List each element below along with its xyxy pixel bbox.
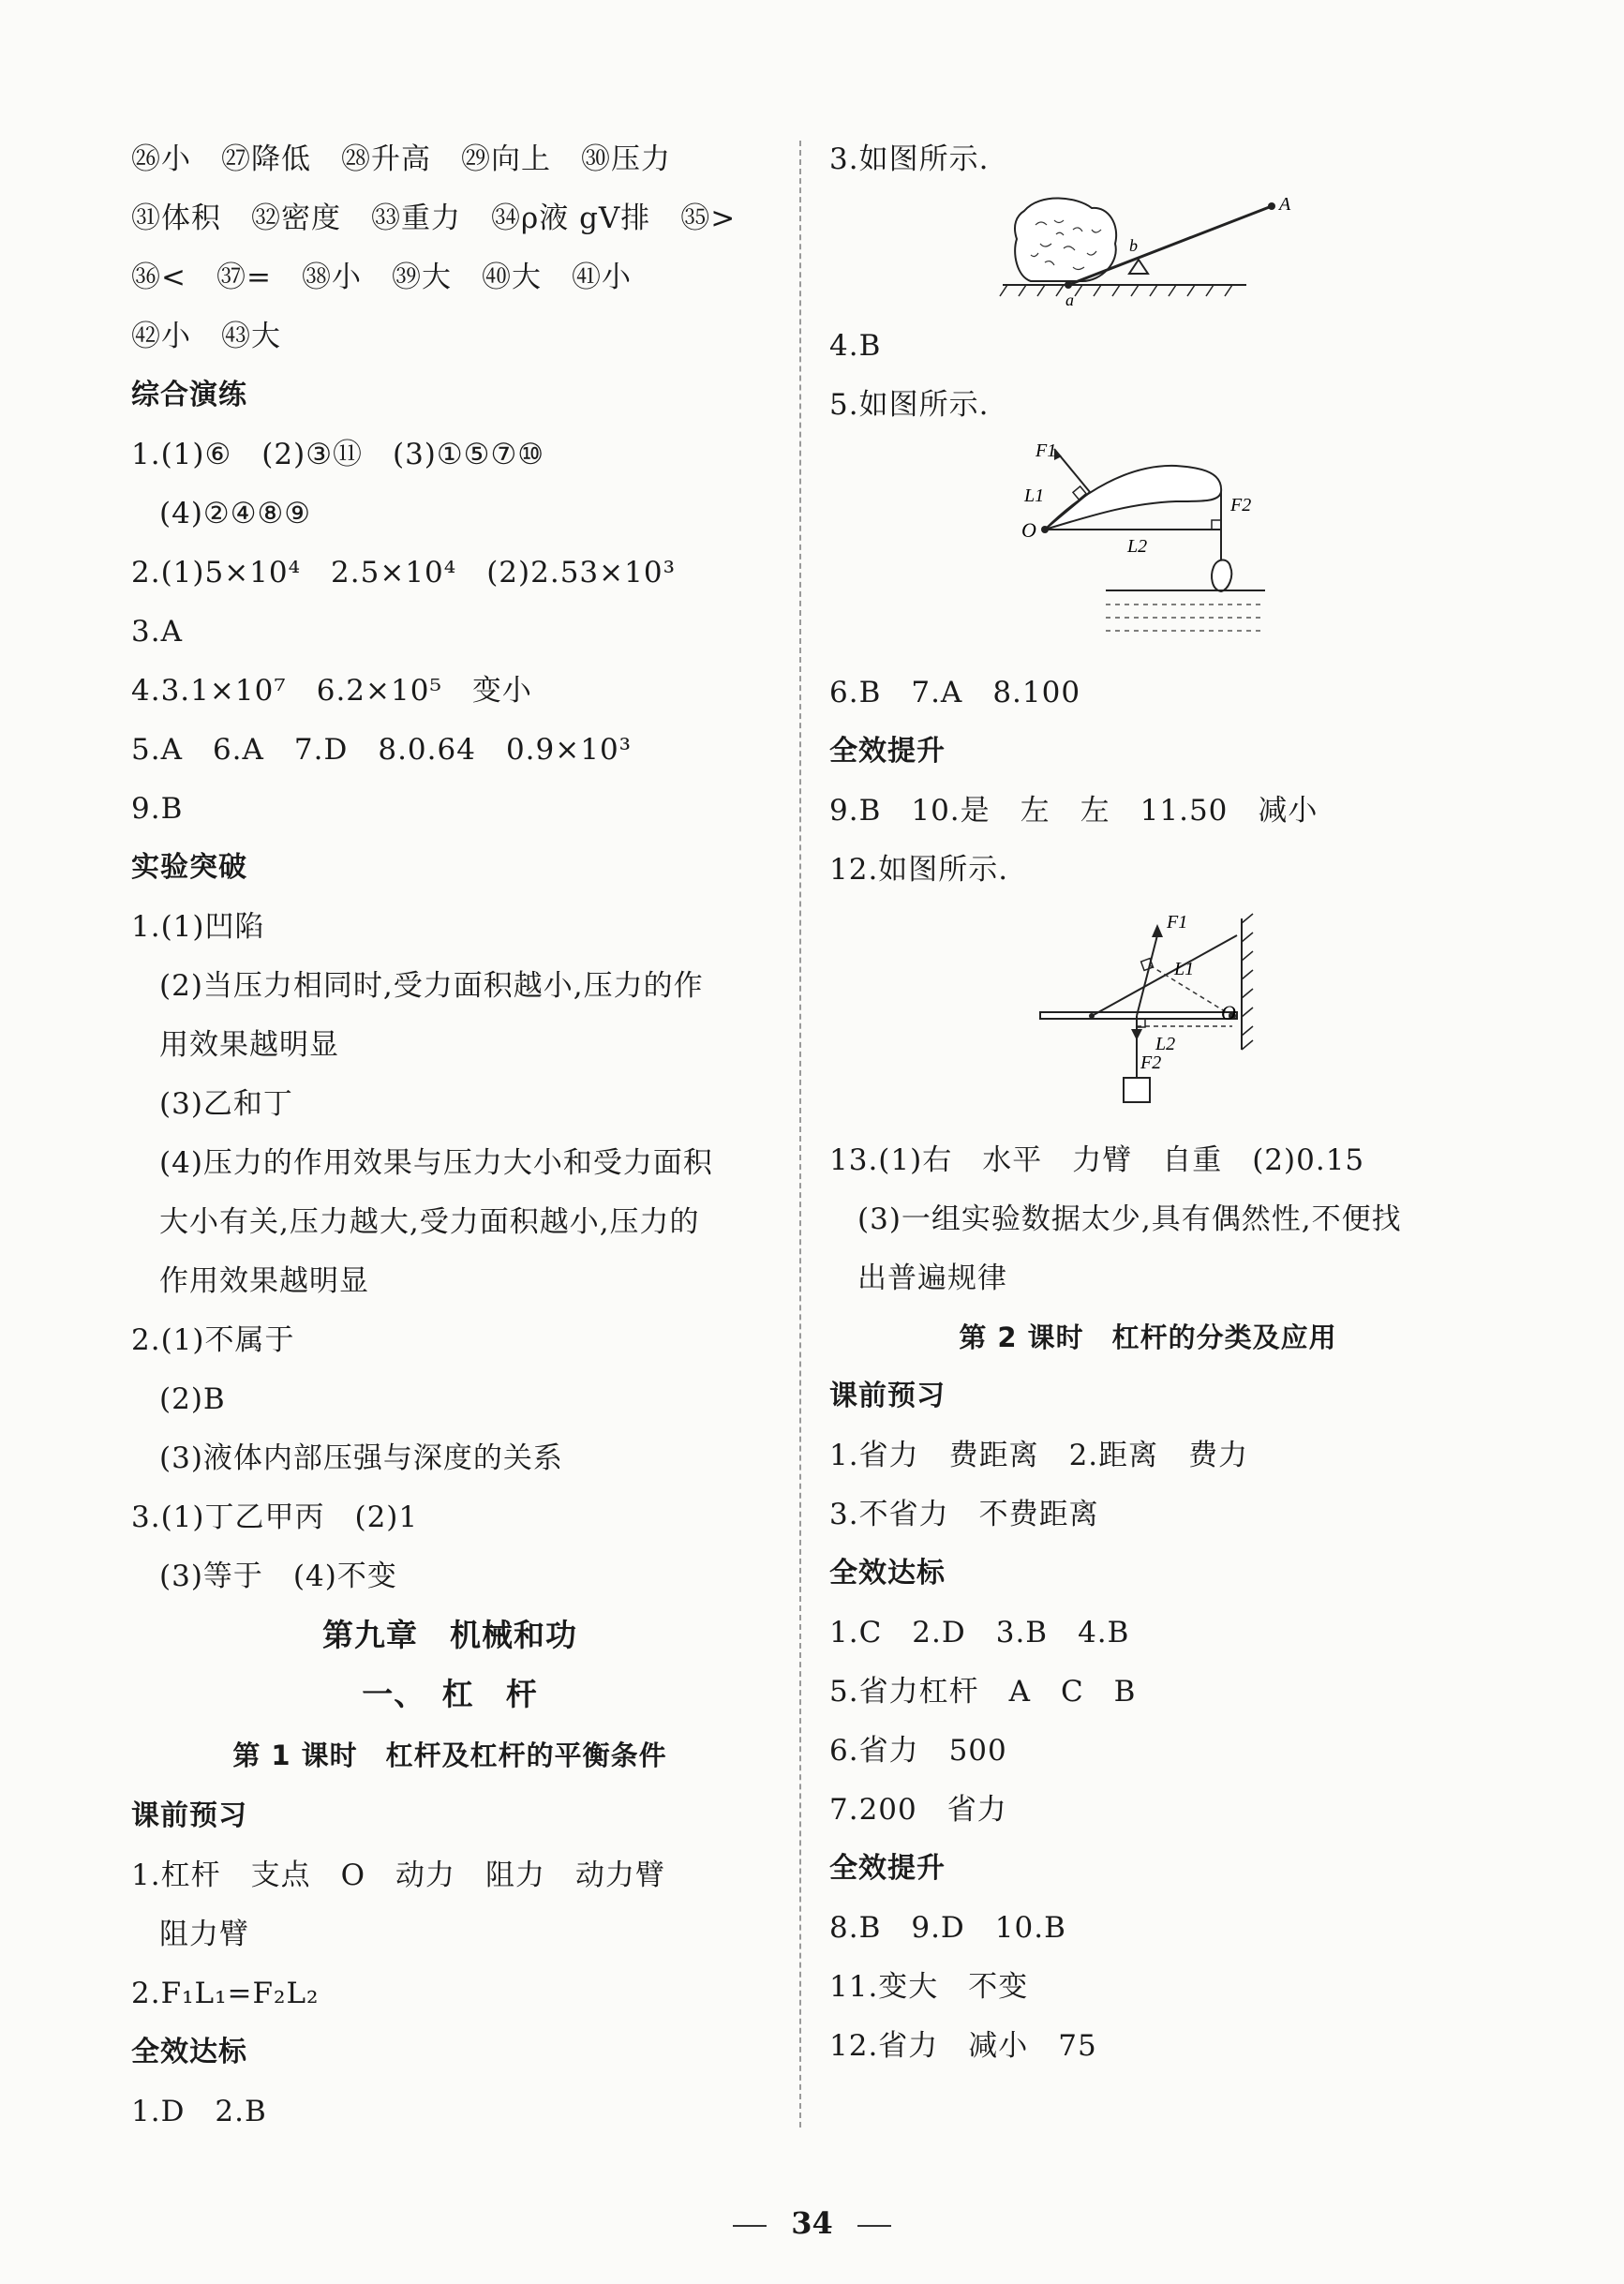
answer-line: (4)②④⑧⑨ xyxy=(159,497,312,530)
figure-label: a xyxy=(1065,291,1074,309)
answer-line: 4.B xyxy=(829,329,882,363)
section-heading: 课前预习 xyxy=(131,1799,247,1832)
answer-line: (2)B xyxy=(159,1382,226,1416)
section-heading: 全效达标 xyxy=(131,2036,247,2068)
figure-label: L2 xyxy=(1155,1034,1176,1054)
answer-line: ㊷小 ㊸大 xyxy=(131,320,281,353)
answer-line: 12.省力 减小 75 xyxy=(829,2029,1097,2063)
lesson-title: 第 1 课时 杠杆及杠杆的平衡条件 xyxy=(232,1739,667,1771)
answer-line: 1.(1)凹陷 xyxy=(131,910,265,944)
answer-line: 7.200 省力 xyxy=(829,1793,1007,1827)
answer-line: (2)当压力相同时,受力面积越小,压力的作 xyxy=(159,969,704,1003)
answer-line: (3)液体内部压强与深度的关系 xyxy=(159,1441,563,1475)
page-number-text: 34 xyxy=(791,2205,833,2241)
answer-line: (3)一组实验数据太少,具有偶然性,不便找 xyxy=(857,1202,1402,1236)
answer-line: 8.B 9.D 10.B xyxy=(829,1911,1066,1945)
figure-label: L2 xyxy=(1127,536,1148,557)
section-title: 一、 杠 杆 xyxy=(362,1676,538,1712)
answer-line: ㊱< ㊲= ㊳小 ㊴大 ㊵大 ㊶小 xyxy=(131,261,632,294)
lever-fishing-figure xyxy=(1017,436,1270,651)
answer-line: 出普遍规律 xyxy=(857,1261,1007,1295)
answer-line: 5.如图所示. xyxy=(829,388,990,422)
answer-line: 用效果越明显 xyxy=(159,1028,339,1062)
answer-line: 1.(1)⑥ (2)③⑪ (3)①⑤⑦⑩ xyxy=(131,438,545,471)
lever-rock-figure xyxy=(998,187,1298,309)
figure-label: O xyxy=(1221,1001,1236,1024)
figure-label: F1 xyxy=(1035,440,1057,461)
answer-line: 1.C 2.D 3.B 4.B xyxy=(829,1616,1130,1650)
answer-line: 3.不省力 不费距离 xyxy=(829,1498,1099,1531)
page-number xyxy=(0,2205,1624,2241)
page-number-dash xyxy=(857,2225,891,2227)
answer-line: 作用效果越明显 xyxy=(159,1264,369,1298)
section-heading: 综合演练 xyxy=(131,379,247,411)
answer-line: 9.B 10.是 左 左 11.50 减小 xyxy=(829,794,1319,828)
section-heading: 全效提升 xyxy=(829,1852,946,1885)
answer-line: 2.(1)不属于 xyxy=(131,1323,295,1357)
answer-line: 11.变大 不变 xyxy=(829,1970,1029,2004)
answer-line: ㉛体积 ㉜密度 ㉝重力 ㉞ρ液 gV排 ㉟> xyxy=(131,202,737,235)
answer-line: 1.杠杆 支点 O 动力 阻力 动力臂 xyxy=(131,1859,665,1892)
answer-line: 2.(1)5×10⁴ 2.5×10⁴ (2)2.53×10³ xyxy=(131,556,676,590)
answer-line: 2.F₁L₁=F₂L₂ xyxy=(131,1977,320,2010)
lever-wall-figure xyxy=(1035,900,1260,1120)
answer-line: ㉖小 ㉗降低 ㉘升高 ㉙向上 ㉚压力 xyxy=(131,142,671,176)
answer-line: 6.B 7.A 8.100 xyxy=(829,676,1081,709)
section-heading: 全效达标 xyxy=(829,1557,946,1590)
page-number-dash xyxy=(733,2225,767,2227)
answer-line: 13.(1)右 水平 力臂 自重 (2)0.15 xyxy=(829,1143,1365,1177)
answer-line: 3.如图所示. xyxy=(829,142,990,176)
answer-line: 阻力臂 xyxy=(159,1918,249,1951)
answer-line: 4.3.1×10⁷ 6.2×10⁵ 变小 xyxy=(131,674,532,708)
figure-label: F2 xyxy=(1140,1052,1162,1073)
figure-label: b xyxy=(1129,236,1138,255)
section-heading: 全效提升 xyxy=(829,735,946,768)
answer-line: 1.D 2.B xyxy=(131,2095,267,2128)
lesson-title: 第 2 课时 杠杆的分类及应用 xyxy=(959,1321,1337,1353)
answer-line: 6.省力 500 xyxy=(829,1734,1007,1768)
chapter-title: 第九章 机械和功 xyxy=(322,1617,577,1653)
figure-label: F1 xyxy=(1167,912,1188,933)
answer-line: 大小有关,压力越大,受力面积越小,压力的 xyxy=(159,1205,700,1239)
answer-line: (3)等于 (4)不变 xyxy=(159,1560,397,1593)
column-divider xyxy=(799,141,801,2127)
answer-line: (4)压力的作用效果与压力大小和受力面积 xyxy=(159,1146,713,1180)
answer-line: 1.省力 费距离 2.距离 费力 xyxy=(829,1439,1249,1472)
figure-label: F2 xyxy=(1230,495,1252,515)
answer-line: 5.省力杠杆 A C B xyxy=(829,1675,1137,1709)
figure-label: A xyxy=(1279,194,1291,215)
answer-line: 12.如图所示. xyxy=(829,853,1009,887)
section-heading: 课前预习 xyxy=(829,1380,946,1412)
figure-label: L1 xyxy=(1174,959,1195,979)
figure-label: L1 xyxy=(1024,485,1045,506)
answer-line: 5.A 6.A 7.D 8.0.64 0.9×10³ xyxy=(131,733,633,767)
answer-line: 3.A xyxy=(131,615,183,649)
figure-label: O xyxy=(1021,518,1036,542)
answer-line: (3)乙和丁 xyxy=(159,1087,293,1121)
answer-line: 3.(1)丁乙甲丙 (2)1 xyxy=(131,1500,419,1534)
section-heading: 实验突破 xyxy=(131,851,247,884)
answer-line: 9.B xyxy=(131,792,184,826)
